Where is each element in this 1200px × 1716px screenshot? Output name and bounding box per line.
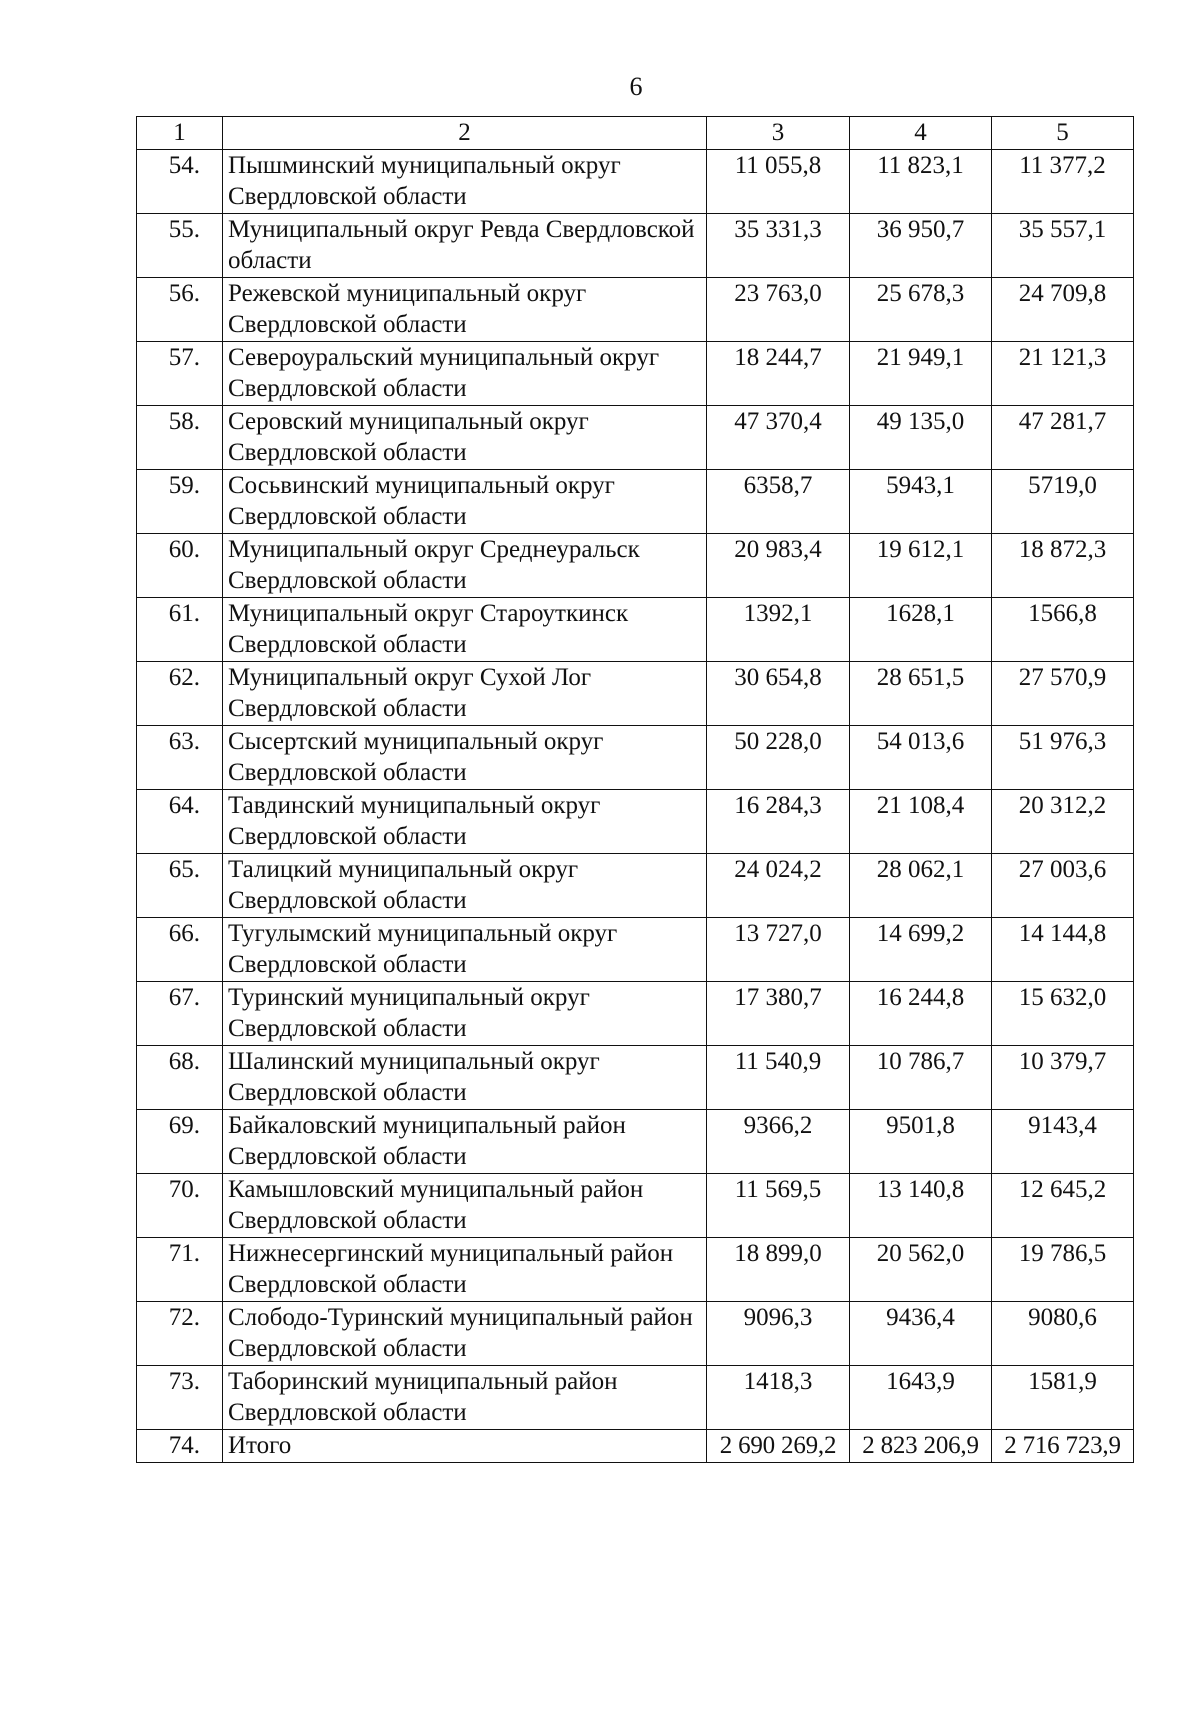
- municipality-name: Байкаловский муниципальный район Свердловской области: [223, 1110, 707, 1174]
- municipality-name: Камышловский муниципальный район Свердловской области: [223, 1174, 707, 1238]
- value-col-5: 9143,4: [992, 1110, 1134, 1174]
- value-col-3: 50 228,0: [707, 726, 850, 790]
- value-col-4: 21 108,4: [850, 790, 992, 854]
- value-col-4: 25 678,3: [850, 278, 992, 342]
- row-number: 66.: [137, 918, 223, 982]
- value-col-3: 24 024,2: [707, 854, 850, 918]
- value-col-5: 47 281,7: [992, 406, 1134, 470]
- budget-table: [136, 116, 1134, 1463]
- value-col-5: 35 557,1: [992, 214, 1134, 278]
- total-value-col-5: 2 716 723,9: [992, 1430, 1134, 1463]
- table-row: [137, 406, 1134, 470]
- value-col-3: 1392,1: [707, 598, 850, 662]
- value-col-4: 21 949,1: [850, 342, 992, 406]
- table-row: [137, 982, 1134, 1046]
- table-row: [137, 1302, 1134, 1366]
- value-col-3: 16 284,3: [707, 790, 850, 854]
- row-number: 60.: [137, 534, 223, 598]
- municipality-name: Туринский муниципальный округ Свердловской области: [223, 982, 707, 1046]
- table-row: [137, 1110, 1134, 1174]
- value-col-3: 11 569,5: [707, 1174, 850, 1238]
- row-number: 58.: [137, 406, 223, 470]
- municipality-name: Муниципальный округ Ревда Свердловской области: [223, 214, 707, 278]
- value-col-4: 54 013,6: [850, 726, 992, 790]
- table-row: [137, 1174, 1134, 1238]
- value-col-4: 1628,1: [850, 598, 992, 662]
- value-col-3: 18 899,0: [707, 1238, 850, 1302]
- value-col-4: 13 140,8: [850, 1174, 992, 1238]
- municipality-name: Нижнесергинский муниципальный район Свердловской области: [223, 1238, 707, 1302]
- municipality-name: Талицкий муниципальный округ Свердловской области: [223, 854, 707, 918]
- municipality-name: Тавдинский муниципальный округ Свердловской области: [223, 790, 707, 854]
- municipality-name: Слободо-Туринский муниципальный район Свердловской области: [223, 1302, 707, 1366]
- table-row: [137, 726, 1134, 790]
- total-row: [137, 1430, 1134, 1463]
- municipality-name: Сосьвинский муниципальный округ Свердловской области: [223, 470, 707, 534]
- municipality-name: Таборинский муниципальный район Свердловской области: [223, 1366, 707, 1430]
- table-row: [137, 150, 1134, 214]
- value-col-5: 1581,9: [992, 1366, 1134, 1430]
- value-col-3: 9096,3: [707, 1302, 850, 1366]
- value-col-5: 51 976,3: [992, 726, 1134, 790]
- row-number: 63.: [137, 726, 223, 790]
- value-col-5: 14 144,8: [992, 918, 1134, 982]
- header-cell-1: 1: [137, 117, 223, 150]
- table-row: [137, 1366, 1134, 1430]
- value-col-5: 20 312,2: [992, 790, 1134, 854]
- value-col-5: 21 121,3: [992, 342, 1134, 406]
- value-col-5: 24 709,8: [992, 278, 1134, 342]
- page-number: 6: [629, 72, 643, 101]
- row-number: 61.: [137, 598, 223, 662]
- value-col-3: 35 331,3: [707, 214, 850, 278]
- value-col-4: 1643,9: [850, 1366, 992, 1430]
- value-col-3: 47 370,4: [707, 406, 850, 470]
- value-col-4: 28 651,5: [850, 662, 992, 726]
- table-row: [137, 1238, 1134, 1302]
- row-number: 56.: [137, 278, 223, 342]
- value-col-5: 27 003,6: [992, 854, 1134, 918]
- row-number: 64.: [137, 790, 223, 854]
- row-number: 57.: [137, 342, 223, 406]
- value-col-5: 1566,8: [992, 598, 1134, 662]
- row-number: 62.: [137, 662, 223, 726]
- table-row: [137, 918, 1134, 982]
- row-number: 67.: [137, 982, 223, 1046]
- value-col-3: 11 055,8: [707, 150, 850, 214]
- table-body: [137, 117, 1134, 1463]
- value-col-4: 20 562,0: [850, 1238, 992, 1302]
- municipality-name: Серовский муниципальный округ Свердловской области: [223, 406, 707, 470]
- value-col-4: 5943,1: [850, 470, 992, 534]
- row-number: 71.: [137, 1238, 223, 1302]
- total-label: Итого: [223, 1430, 707, 1463]
- value-col-5: 19 786,5: [992, 1238, 1134, 1302]
- table-row: [137, 598, 1134, 662]
- table-row: [137, 214, 1134, 278]
- table-row: [137, 1046, 1134, 1110]
- value-col-3: 20 983,4: [707, 534, 850, 598]
- value-col-4: 16 244,8: [850, 982, 992, 1046]
- value-col-5: 12 645,2: [992, 1174, 1134, 1238]
- municipality-name: Режевской муниципальный округ Свердловской области: [223, 278, 707, 342]
- value-col-4: 10 786,7: [850, 1046, 992, 1110]
- row-number: 55.: [137, 214, 223, 278]
- table-row: [137, 662, 1134, 726]
- row-number: 69.: [137, 1110, 223, 1174]
- value-col-4: 49 135,0: [850, 406, 992, 470]
- value-col-5: 10 379,7: [992, 1046, 1134, 1110]
- value-col-3: 1418,3: [707, 1366, 850, 1430]
- table-row: [137, 790, 1134, 854]
- value-col-4: 28 062,1: [850, 854, 992, 918]
- row-number: 65.: [137, 854, 223, 918]
- value-col-4: 9501,8: [850, 1110, 992, 1174]
- value-col-4: 11 823,1: [850, 150, 992, 214]
- header-cell-5: 5: [992, 117, 1134, 150]
- municipality-name: Сысертский муниципальный округ Свердловской области: [223, 726, 707, 790]
- row-number: 59.: [137, 470, 223, 534]
- header-cell-4: 4: [850, 117, 992, 150]
- value-col-3: 6358,7: [707, 470, 850, 534]
- row-number: 70.: [137, 1174, 223, 1238]
- total-value-col-3: 2 690 269,2: [707, 1430, 850, 1463]
- table-row: [137, 534, 1134, 598]
- value-col-5: 27 570,9: [992, 662, 1134, 726]
- row-number: 72.: [137, 1302, 223, 1366]
- total-value-col-4: 2 823 206,9: [850, 1430, 992, 1463]
- header-cell-3: 3: [707, 117, 850, 150]
- value-col-4: 9436,4: [850, 1302, 992, 1366]
- municipality-name: Муниципальный округ Сухой Лог Свердловской области: [223, 662, 707, 726]
- value-col-4: 14 699,2: [850, 918, 992, 982]
- value-col-4: 36 950,7: [850, 214, 992, 278]
- table-row: [137, 278, 1134, 342]
- municipality-name: Муниципальный округ Среднеуральск Свердловской области: [223, 534, 707, 598]
- table-row: [137, 470, 1134, 534]
- value-col-4: 19 612,1: [850, 534, 992, 598]
- value-col-3: 11 540,9: [707, 1046, 850, 1110]
- row-number: 68.: [137, 1046, 223, 1110]
- municipality-name: Шалинский муниципальный округ Свердловской области: [223, 1046, 707, 1110]
- row-number: 54.: [137, 150, 223, 214]
- municipality-name: Тугулымский муниципальный округ Свердловской области: [223, 918, 707, 982]
- value-col-5: 5719,0: [992, 470, 1134, 534]
- value-col-5: 15 632,0: [992, 982, 1134, 1046]
- value-col-5: 9080,6: [992, 1302, 1134, 1366]
- header-cell-2: 2: [223, 117, 707, 150]
- row-number: 73.: [137, 1366, 223, 1430]
- municipality-name: Пышминский муниципальный округ Свердловской области: [223, 150, 707, 214]
- table-header-row: [137, 117, 1134, 150]
- value-col-3: 9366,2: [707, 1110, 850, 1174]
- value-col-5: 18 872,3: [992, 534, 1134, 598]
- value-col-3: 18 244,7: [707, 342, 850, 406]
- value-col-3: 13 727,0: [707, 918, 850, 982]
- table-row: [137, 854, 1134, 918]
- table-row: [137, 342, 1134, 406]
- value-col-3: 23 763,0: [707, 278, 850, 342]
- value-col-5: 11 377,2: [992, 150, 1134, 214]
- municipality-name: Североуральский муниципальный округ Свердловской области: [223, 342, 707, 406]
- value-col-3: 30 654,8: [707, 662, 850, 726]
- value-col-3: 17 380,7: [707, 982, 850, 1046]
- total-row-number: 74.: [137, 1430, 223, 1463]
- municipality-name: Муниципальный округ Староуткинск Свердловской области: [223, 598, 707, 662]
